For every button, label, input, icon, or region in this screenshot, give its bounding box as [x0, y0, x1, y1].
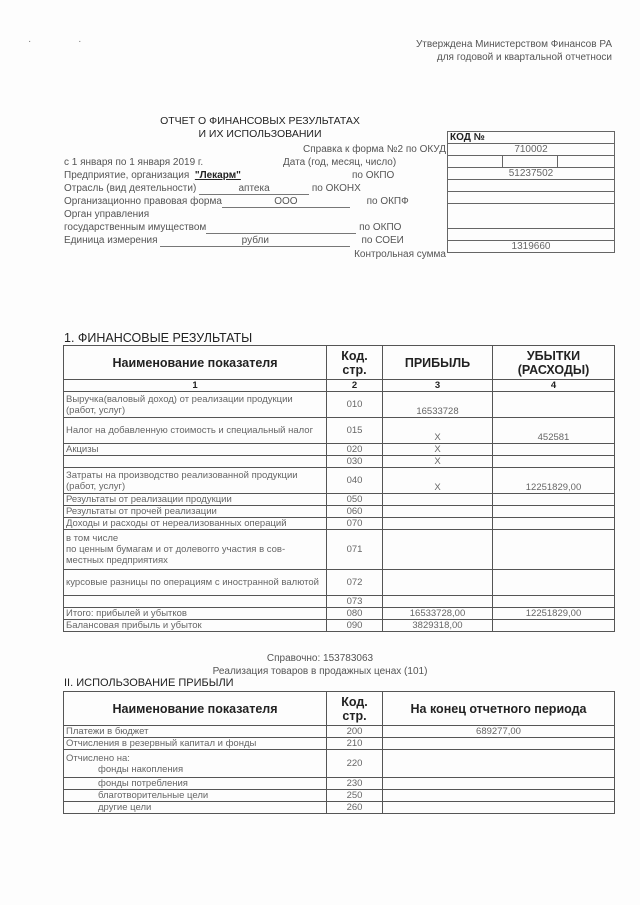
table-row — [64, 778, 615, 790]
section1-title: 1. ФИНАНСОВЫЕ РЕЗУЛЬТАТЫ — [64, 331, 253, 345]
row-code: 020 — [327, 444, 383, 456]
table-row — [64, 726, 615, 738]
row-name: фонды потребления — [64, 778, 327, 790]
row-name: Результаты от реализации продукции — [64, 494, 327, 506]
table-row — [64, 790, 615, 802]
approval-line-2: для годовой и квартальной отчетноси — [436, 52, 612, 63]
date-day-cell — [558, 156, 615, 168]
col-profit-header: ПРИБЫЛЬ — [383, 346, 493, 380]
row-profit: X — [383, 444, 493, 456]
title-line-1: ОТЧЕТ О ФИНАНСОВЫХ РЕЗУЛЬТАТАХ — [160, 115, 360, 127]
row-profit: X — [383, 456, 493, 468]
authority-label-2: государственным имуществом — [64, 222, 207, 233]
table-row — [64, 468, 615, 494]
okpo-label: по ОКПО — [352, 170, 395, 181]
row-name: благотворительные цели — [64, 790, 327, 802]
approval-note — [416, 38, 612, 64]
row-loss: 452581 — [493, 418, 615, 444]
table-row — [64, 750, 615, 778]
table-row-total — [64, 608, 615, 620]
row-name: Доходы и расходы от нереализованных операций — [64, 518, 327, 530]
okpf-code — [448, 192, 615, 204]
row-name: Выручка(валовый доход) от реализации продукции (работ, услуг) — [64, 392, 327, 418]
row-code: 060 — [327, 506, 383, 518]
okud-code: 710002 — [448, 144, 615, 156]
row-name: в том числе по ценным бумагам и от долевогго участия в сов- местных предприятиях — [64, 530, 327, 570]
checksum-value: 1319660 — [448, 241, 615, 253]
row-code: 080 — [327, 608, 383, 620]
row-loss: 12251829,00 — [493, 608, 615, 620]
date-label: Дата (год, месяц, число) — [283, 157, 397, 168]
table-row-balance — [64, 620, 615, 632]
row-loss — [493, 620, 615, 632]
row-profit — [383, 494, 493, 506]
row-loss — [493, 444, 615, 456]
row-name — [64, 596, 327, 608]
sales-note: Реализация товаров в продажных ценах (101) — [212, 666, 428, 677]
enterprise-value: "Лекарм" — [194, 170, 241, 181]
row-name: другие цели — [64, 802, 327, 814]
row-code: 090 — [327, 620, 383, 632]
soei-label: по СОЕИ — [361, 235, 404, 246]
row-code: 220 — [327, 750, 383, 778]
row-name: Отчисления в резервный капитал и фонды — [64, 738, 327, 750]
row-loss: 12251829,00 — [493, 468, 615, 494]
legal-form-value: ООО — [222, 196, 350, 208]
row-profit — [383, 570, 493, 596]
table-row — [64, 418, 615, 444]
row-code: 040 — [327, 468, 383, 494]
index-2: 2 — [327, 380, 383, 392]
legal-form-label: Организационно правовая форма — [64, 196, 222, 207]
okpo2-code — [448, 204, 615, 229]
table-row — [64, 444, 615, 456]
row-loss — [493, 596, 615, 608]
industry-label: Отрасль (вид деятельности) — [64, 183, 197, 194]
table-row — [64, 456, 615, 468]
row-loss — [493, 506, 615, 518]
enterprise-label: Предприятие, организация — [64, 170, 190, 181]
row-name: курсовые разницы по операциям с иностранной валютой — [64, 570, 327, 596]
reference-note: Справочно: 153783063 — [266, 653, 374, 664]
row-loss — [493, 456, 615, 468]
row-name: Итого: прибылей и убытков — [64, 608, 327, 620]
codes-header: КОД № — [448, 132, 615, 144]
row-code: 230 — [327, 778, 383, 790]
row-name: Отчислено на: фонды накопления — [64, 750, 327, 778]
table-row — [64, 494, 615, 506]
row-name: Затраты на производство реализованной продукции (работ, услуг) — [64, 468, 327, 494]
row-value — [383, 738, 615, 750]
okonh-label: по ОКОНХ — [311, 183, 361, 194]
unit-line — [64, 235, 404, 247]
col-code-header: Код. стр. — [327, 346, 383, 380]
row-name — [64, 456, 327, 468]
row-value — [383, 750, 615, 778]
table-row — [64, 518, 615, 530]
col-name-header: Наименование показателя — [64, 346, 327, 380]
okonh-code — [448, 180, 615, 192]
authority-label-1: Орган управления — [64, 209, 150, 220]
period-label: с 1 января по 1 января 2019 г. — [64, 157, 204, 168]
row-code: 050 — [327, 494, 383, 506]
soei-code — [448, 229, 615, 241]
row-profit: 3829318,00 — [383, 620, 493, 632]
okpf-label: по ОКПФ — [366, 196, 409, 207]
section2-title: II. ИСПОЛЬЗОВАНИЕ ПРИБЫЛИ — [64, 677, 234, 689]
date-year-cell — [448, 156, 503, 168]
col-period-end-header: На конец отчетного периода — [383, 692, 615, 726]
profit-usage-table — [63, 691, 615, 814]
table-row — [64, 570, 615, 596]
row-value — [383, 790, 615, 802]
industry-line — [64, 183, 361, 195]
row-loss — [493, 518, 615, 530]
row-loss — [493, 494, 615, 506]
row-code: 030 — [327, 456, 383, 468]
table-row — [64, 392, 615, 418]
table-row — [64, 506, 615, 518]
col-loss-header: УБЫТКИ (РАСХОДЫ) — [493, 346, 615, 380]
row-value — [383, 778, 615, 790]
table-row — [64, 530, 615, 570]
row-profit — [383, 506, 493, 518]
title-line-2: И ИХ ИСПОЛЬЗОВАНИИ — [198, 128, 322, 140]
row-code: 072 — [327, 570, 383, 596]
document-title — [140, 115, 380, 141]
row-loss — [493, 530, 615, 570]
row-profit — [383, 530, 493, 570]
codes-box — [447, 131, 615, 253]
row-profit: X — [383, 418, 493, 444]
row-code: 260 — [327, 802, 383, 814]
row-name: Налог на добавленную стоимость и специальный налог — [64, 418, 327, 444]
row-value — [383, 802, 615, 814]
table-row — [64, 738, 615, 750]
okpo2-label: по ОКПО — [359, 222, 402, 233]
row-loss — [493, 570, 615, 596]
approval-line-1: Утверждена Министерством Финансов РА — [415, 39, 612, 50]
date-month-cell — [503, 156, 558, 168]
row-code: 200 — [327, 726, 383, 738]
index-4: 4 — [493, 380, 615, 392]
financial-results-table — [63, 345, 615, 632]
unit-label: Единица измерения — [64, 235, 158, 246]
col-code-header: Код. стр. — [327, 692, 383, 726]
row-value: 689277,00 — [383, 726, 615, 738]
row-code: 071 — [327, 530, 383, 570]
row-code: 070 — [327, 518, 383, 530]
row-code: 015 — [327, 418, 383, 444]
scan-marks: · · — [28, 36, 104, 47]
industry-value: аптека — [199, 183, 309, 195]
index-1: 1 — [64, 380, 327, 392]
row-name: Платежи в бюджет — [64, 726, 327, 738]
unit-value: рубли — [160, 235, 350, 247]
row-code: 010 — [327, 392, 383, 418]
row-name: Результаты от прочей реализации — [64, 506, 327, 518]
row-profit: 16533728,00 — [383, 608, 493, 620]
legal-form-line — [64, 196, 409, 208]
row-profit: 16533728 — [383, 392, 493, 418]
table-row — [64, 596, 615, 608]
row-loss — [493, 392, 615, 418]
checksum-label: Контрольная сумма — [354, 249, 446, 260]
authority-line — [64, 222, 401, 234]
row-code: 073 — [327, 596, 383, 608]
table-row — [64, 802, 615, 814]
row-code: 250 — [327, 790, 383, 802]
row-name: Балансовая прибыль и убыток — [64, 620, 327, 632]
row-profit: X — [383, 468, 493, 494]
enterprise-line — [64, 170, 241, 181]
row-profit — [383, 596, 493, 608]
index-3: 3 — [383, 380, 493, 392]
col-name-header: Наименование показателя — [64, 692, 327, 726]
row-name: Акцизы — [64, 444, 327, 456]
okpo-code: 51237502 — [448, 168, 615, 180]
row-code: 210 — [327, 738, 383, 750]
form-ref-label: Справка к форма №2 по ОКУД — [303, 144, 446, 155]
row-profit — [383, 518, 493, 530]
